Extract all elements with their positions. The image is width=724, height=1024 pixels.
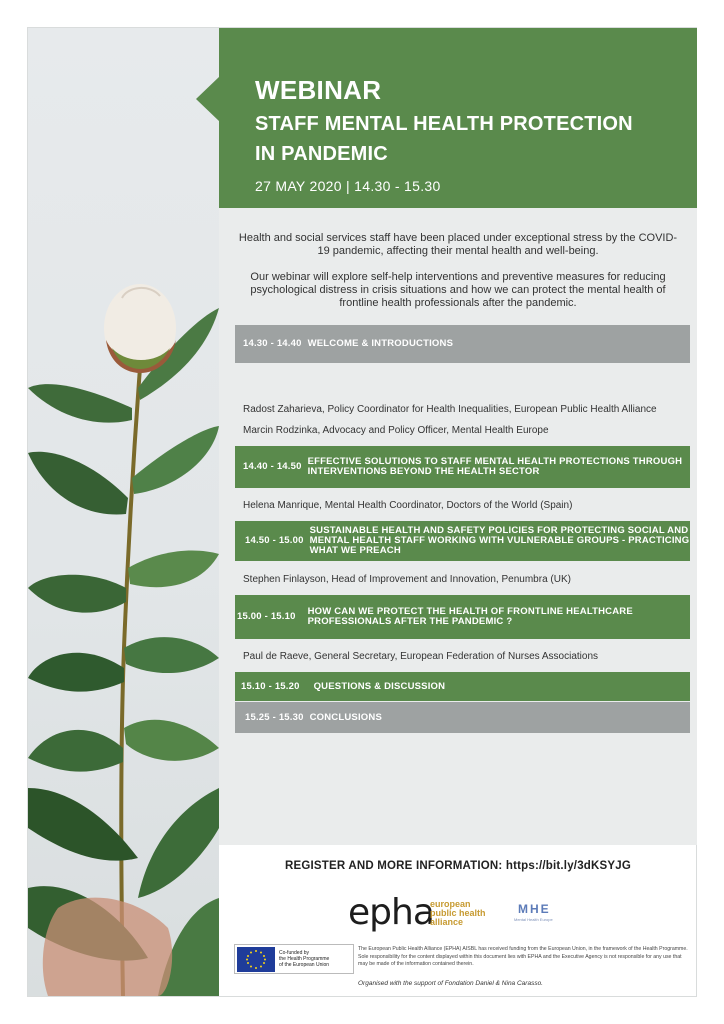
eu-cofunded-text bbox=[279, 950, 329, 968]
webinar-title bbox=[255, 109, 695, 169]
agenda-time: 14.30 - 14.40 bbox=[243, 338, 302, 349]
agenda-topic: SUSTAINABLE HEALTH AND SAFETY POLICIES FOR PROTECTING SOCIAL AND MENTAL HEALTH STAFF WORKING WITH VULNERABLE GROUPS - PRACTICING WHAT WE PREACH bbox=[309, 525, 690, 556]
eu-cofunded-badge bbox=[234, 944, 354, 974]
agenda-item-6 bbox=[235, 702, 690, 733]
title-line-1: STAFF MENTAL HEALTH PROTECTION bbox=[255, 113, 633, 135]
header-arrow-notch bbox=[196, 76, 220, 122]
epha-logo: epha bbox=[348, 892, 434, 933]
title-line-2: IN PANDEMIC bbox=[255, 143, 388, 165]
speaker-1b: Marcin Rodzinka, Advocacy and Policy Officer, Mental Health Europe bbox=[243, 425, 549, 436]
mhe-logo: MHE bbox=[518, 902, 551, 916]
agenda-topic: WELCOME & INTRODUCTIONS bbox=[307, 338, 454, 349]
agenda-time: 15.00 - 15.10 bbox=[237, 611, 296, 622]
intro-paragraph-2: Our webinar will explore self-help interventions and preventive measures for reducing psychological distress in crisis situations and how we can protect the mental health of frontline health professionals after the pandemic. bbox=[250, 271, 666, 309]
agenda-topic: QUESTIONS & DISCUSSION bbox=[313, 680, 446, 692]
peony-photo bbox=[28, 28, 219, 996]
agenda-time: 15.10 - 15.20 bbox=[241, 680, 300, 692]
agenda-item-4 bbox=[235, 595, 690, 639]
flyer-page bbox=[27, 27, 697, 997]
epha-logo-subtitle bbox=[430, 900, 486, 927]
eu-text-line: of the European Union bbox=[279, 962, 330, 968]
funding-disclaimer: The European Public Health Alliance (EPHA) AISBL has received funding from the European Union, in the framework of the Health Programme. Sole responsibility for the content displayed within this document lies with EPHA and the Executive Agency is not responsible for any use that may be made of the information contained therein. bbox=[358, 946, 688, 967]
agenda-item-1 bbox=[235, 325, 690, 363]
epha-sub-line: alliance bbox=[430, 917, 464, 927]
agenda-item-5 bbox=[235, 672, 690, 701]
peony-illustration bbox=[28, 28, 219, 996]
speaker-3: Stephen Finlayson, Head of Improvement and Innovation, Penumbra (UK) bbox=[243, 574, 571, 585]
speaker-1a: Radost Zaharieva, Policy Coordinator for Health Inequalities, European Public Health Alliance bbox=[243, 404, 657, 415]
agenda-time: 14.40 - 14.50 bbox=[243, 461, 302, 472]
webinar-label: WEBINAR bbox=[255, 75, 382, 105]
eu-text-line: Co-funded by bbox=[279, 950, 310, 956]
eu-flag-icon bbox=[237, 947, 275, 972]
organised-note: Organised with the support of Fondation Daniel & Nina Carasso. bbox=[358, 980, 543, 987]
intro-paragraph-1: Health and social services staff have been placed under exceptional stress by the COVID-19 pandemic, affecting their mental health and well-being. bbox=[238, 232, 678, 257]
header-band bbox=[219, 28, 697, 208]
speaker-4: Paul de Raeve, General Secretary, European Federation of Nurses Associations bbox=[243, 651, 599, 662]
eu-text-line: the Health Programme bbox=[279, 956, 330, 962]
epha-sub-line: public health bbox=[430, 908, 486, 918]
agenda-time: 14.50 - 15.00 bbox=[245, 535, 304, 546]
agenda-time: 15.25 - 15.30 bbox=[245, 711, 304, 723]
partner-logos bbox=[348, 890, 588, 936]
agenda-topic: EFFECTIVE SOLUTIONS TO STAFF MENTAL HEALTH PROTECTIONS THROUGH INTERVENTIONS BEYOND THE HEALTH SECTOR bbox=[307, 456, 683, 477]
agenda-topic: CONCLUSIONS bbox=[309, 711, 382, 723]
webinar-date: 27 MAY 2020 | 14.30 - 15.30 bbox=[255, 178, 441, 194]
mhe-logo-subtitle: Mental Health Europe bbox=[514, 917, 553, 922]
agenda-item-2 bbox=[235, 446, 690, 488]
content-panel bbox=[219, 208, 697, 845]
agenda-item-3 bbox=[235, 521, 690, 561]
agenda-topic: HOW CAN WE PROTECT THE HEALTH OF FRONTLINE HEALTHCARE PROFESSIONALS AFTER THE PANDEMIC ? bbox=[307, 606, 633, 627]
epha-sub-line: european bbox=[430, 899, 471, 909]
speaker-2: Helena Manrique, Mental Health Coordinator, Doctors of the World (Spain) bbox=[243, 500, 573, 511]
register-link[interactable]: REGISTER AND MORE INFORMATION: https://bit.ly/3dKSYJG bbox=[284, 860, 632, 872]
